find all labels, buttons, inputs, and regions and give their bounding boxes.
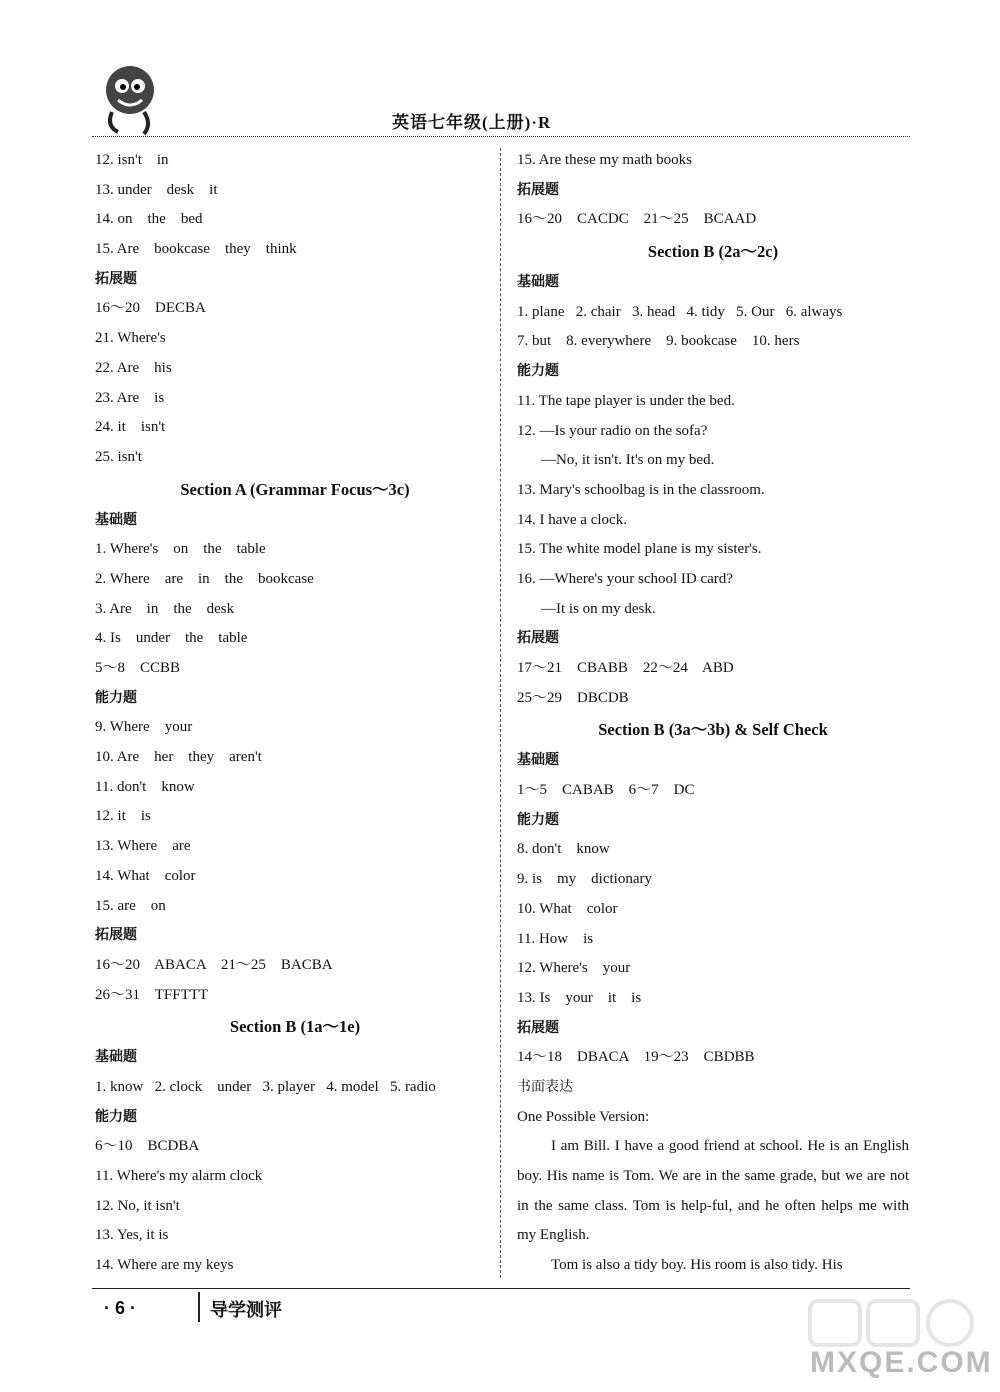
answer-line: 12. No, it isn't [95, 1197, 180, 1214]
right-column-lines [517, 146, 909, 1132]
essay-paragraph-1-text: I am Bill. I have a good friend at school. He is an English boy. His name is Tom. We are in the same grade, but we are not in the same class. Tom is help-ful, and he often helps me with my English. [517, 1138, 909, 1244]
page-footer [92, 1288, 910, 1328]
answer-line: 16. —Where's your school ID card? [517, 570, 733, 587]
answer-line: 13. Is your it is [517, 989, 642, 1006]
question-type-label: 能力题 [95, 1108, 137, 1125]
answer-line: 2. Where are in the bookcase [95, 570, 314, 587]
essay-paragraph-2 [517, 1251, 909, 1281]
answer-line: 1. plane 2. chair 3. head 4. tidy 5. Our 6. always [517, 303, 843, 320]
section-heading: Section A (Grammar Focus～3c) [180, 479, 410, 499]
answer-line: 12. it is [95, 808, 151, 825]
page-number: · 6 · [104, 1298, 137, 1318]
answer-line: 12. —Is your radio on the sofa? [517, 422, 708, 439]
page-header [92, 60, 910, 160]
answer-line: —No, it isn't. It's on my bed. [541, 452, 715, 469]
question-type-label: 基础题 [95, 511, 137, 528]
answer-line: 11. don't know [95, 778, 195, 795]
question-type-label: 基础题 [517, 752, 559, 769]
answer-line: 15. The white model plane is my sister's. [517, 541, 762, 558]
answer-line: —It is on my desk. [541, 600, 656, 617]
header-rule [92, 136, 910, 137]
watermark-text: MXQE.COM [810, 1346, 993, 1379]
answer-line: 15. are on [95, 897, 166, 914]
question-type-label: 拓展题 [95, 270, 137, 287]
answer-line: 3. Are in the desk [95, 600, 235, 617]
answer-line: 12. Where's your [517, 960, 631, 977]
answer-line: 8. don't know [517, 841, 610, 858]
footer-separator [198, 1292, 200, 1322]
answer-line: 15. Are these my math books [517, 152, 692, 168]
question-type-label: 拓展题 [95, 927, 137, 944]
essay-paragraph-1 [517, 1132, 909, 1251]
answer-line: 11. How is [517, 930, 594, 947]
question-type-label: 拓展题 [517, 630, 559, 647]
column-divider [500, 148, 501, 1278]
answer-line: 1. know 2. clock under 3. player 4. model 5. radio [95, 1078, 436, 1095]
answer-line: 14. Where are my keys [95, 1257, 234, 1274]
answer-line: 7. but 8. everywhere 9. bookcase 10. hers [517, 333, 800, 350]
answer-line: 17～21 CBABB 22～24 ABD [517, 660, 734, 676]
question-type-label: 能力题 [517, 363, 559, 380]
answer-line: 25. isn't [95, 448, 142, 465]
question-type-label: 能力题 [95, 689, 137, 706]
answer-line: 10. What color [517, 900, 618, 917]
section-heading: Section B (3a～3b) & Self Check [598, 720, 828, 740]
answer-line: 4. Is under the table [95, 630, 248, 647]
section-heading: Section B (1a～1e) [229, 1017, 361, 1037]
answer-line: 16～20 DECBA [95, 300, 206, 317]
answer-line: 14. I have a clock. [517, 511, 627, 528]
section-heading: Section B (2a～2c) [647, 242, 779, 262]
right-column [517, 146, 909, 1281]
answer-line: 1. Where's on the table [95, 541, 266, 558]
cartoon-mascot-icon [92, 60, 172, 140]
answer-line: 13. Where are [95, 838, 191, 855]
footer-brand: 导学测评 [210, 1300, 282, 1321]
answer-line: 21. Where's [95, 330, 166, 347]
answer-line: 15. Are bookcase they think [95, 241, 297, 258]
answer-line: 5～8 CCBB [95, 660, 181, 676]
answer-line: 13. Yes, it is [95, 1227, 169, 1244]
answer-line: 14. on the bed [95, 211, 203, 228]
answer-line: 1～5 CABAB 6～7 DC [517, 782, 695, 799]
question-type-label: 书面表达 [517, 1078, 573, 1095]
answer-line: 13. under desk it [95, 181, 218, 198]
answer-line: 10. Are her they aren't [95, 749, 262, 766]
answer-line: 14. What color [95, 867, 196, 884]
answer-line: 12. isn't in [95, 152, 169, 168]
answer-line: 16～20 CACDC 21～25 BCAAD [517, 211, 757, 228]
answer-line: 25～29 DBCDB [517, 689, 629, 706]
answer-line: 13. Mary's schoolbag is in the classroom. [517, 481, 765, 498]
answer-line: 9. is my dictionary [517, 871, 652, 888]
answer-line: 9. Where your [95, 719, 193, 736]
essay-paragraph-2-text: Tom is also a tidy boy. His room is also tidy. His [551, 1257, 843, 1274]
question-type-label: 基础题 [95, 1049, 137, 1066]
answer-line: 22. Are his [95, 359, 172, 376]
header-title: 英语七年级(上册)·R [392, 113, 552, 132]
answer-line: 23. Are is [95, 389, 165, 406]
answer-line: 16～20 ABACA 21～25 BACBA [95, 956, 333, 973]
answer-line: 14～18 DBACA 19～23 CBDBB [517, 1049, 755, 1066]
answer-line: 6～10 BCDBA [95, 1138, 200, 1155]
question-type-label: 能力题 [517, 811, 559, 828]
question-type-label: 拓展题 [517, 1019, 559, 1036]
question-type-label: 基础题 [517, 274, 559, 291]
footer-rule [92, 1288, 910, 1289]
answer-line: 24. it isn't [95, 419, 166, 436]
question-type-label: 拓展题 [517, 181, 559, 198]
answer-line: 11. Where's my alarm clock [95, 1168, 263, 1184]
answer-line: 26～31 TFFTTT [95, 986, 209, 1003]
left-column [95, 146, 495, 1281]
answer-line: One Possible Version: [517, 1108, 650, 1125]
answer-line: 11. The tape player is under the bed. [517, 392, 735, 409]
